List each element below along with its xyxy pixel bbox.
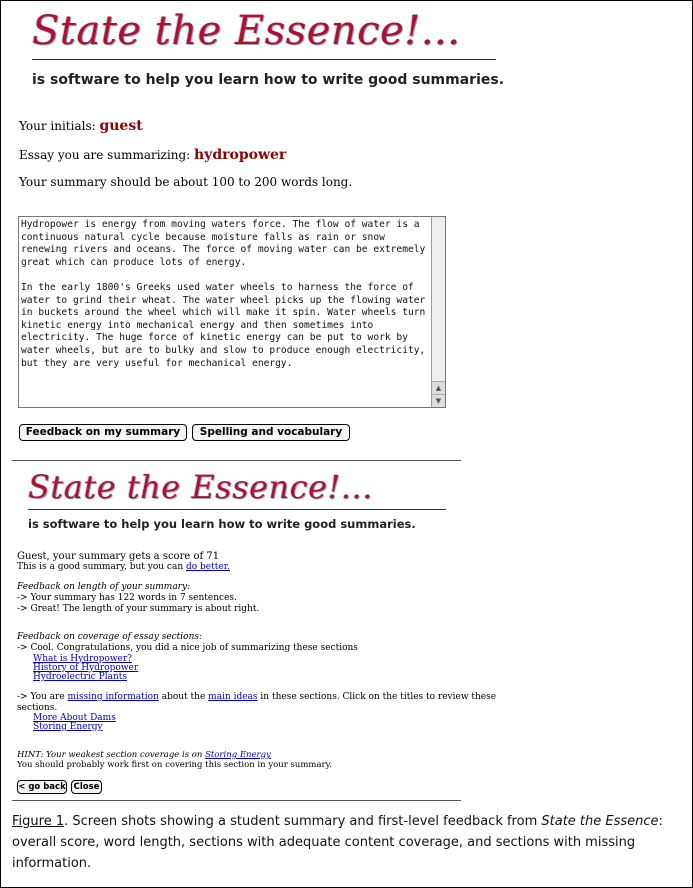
good-section-link[interactable]: What is Hydropower? [33, 654, 132, 664]
bottom-logo-subtitle: is software to help you learn how to write good summaries. [28, 517, 416, 531]
summary-text[interactable]: Hydropower is energy from moving waters force. The flow of water is a continuous natural cycle because moisture falls as rain or snow renewing rivers and oceans. The force of moving water can be extremely great which can produce lots of energy. In the early 1800's Greeks used water wheels to harness the force of water to grind their wheat. The water wheel picks up the flowing water in buckets around the wheel which will make it spin. Water wheels turn kinetic energy into mechanical energy and then sometimes into electricity. The huge force of kinetic energy can be put to work by water wheels, but are to bulky and slow to produce enough electricity, but they are very useful for mechanical energy. [21, 219, 426, 369]
top-logo-subtitle: is software to help you learn how to write good summaries. [32, 72, 505, 88]
main-ideas-link[interactable]: main ideas [208, 692, 258, 702]
missing-line-2: sections. [17, 703, 58, 713]
caption-text-2: : overall score, word length, sections with adequate content coverage, and sections with missing information. [12, 814, 663, 871]
length-heading: Feedback on length of your summary: [17, 582, 191, 592]
scroll-down-icon[interactable]: ▼ [432, 394, 445, 407]
scroll-up-icon[interactable]: ▲ [432, 381, 445, 394]
bottom-logo-title: State the Essence!... [28, 468, 373, 506]
missing-suffix: in these sections. Click on the titles to review these [260, 692, 497, 702]
length-hint: Your summary should be about 100 to 200 words long. [19, 175, 353, 189]
close-button[interactable]: Close [71, 780, 102, 794]
missing-mid: about the [161, 692, 206, 702]
summary-textarea[interactable] [18, 216, 446, 408]
essay-value: hydropower [194, 147, 287, 163]
initials-value: guest [99, 118, 143, 134]
initials-label: Your initials: [19, 119, 96, 133]
feedback-button[interactable]: Feedback on my summary [19, 424, 187, 441]
length-line-1: -> Your summary has 122 words in 7 sentences. [17, 593, 237, 603]
coverage-heading: Feedback on coverage of essay sections: [17, 632, 203, 642]
score-comment: This is a good summary, but you can [17, 562, 184, 572]
essay-label: Essay you are summarizing: [19, 148, 191, 162]
top-logo-title: State the Essence!... [32, 8, 461, 54]
missing-prefix: -> You are [17, 692, 65, 702]
divider-bottom [12, 800, 461, 801]
hint-prefix: HINT: Your weakest section coverage is on [17, 750, 203, 760]
score-comment-row [17, 562, 230, 573]
top-logo-rule [32, 59, 496, 60]
hint-line-2: You should probably work first on covering this section in your summary. [17, 760, 332, 770]
score-line: Guest, your summary gets a score of 71 [17, 551, 220, 562]
missing-line [17, 692, 496, 703]
missing-section-link[interactable]: More About Dams [33, 713, 116, 723]
figure-label: Figure 1 [12, 814, 65, 829]
good-section-link[interactable]: Hydroelectric Plants [33, 672, 128, 682]
caption-software-name: State the Essence [541, 814, 659, 829]
go-back-button[interactable]: < go back [18, 782, 66, 792]
initials-row [19, 118, 143, 134]
missing-section-link[interactable]: Storing Energy [33, 722, 103, 732]
caption-text-1: . Screen shots showing a student summary and first-level feedback from [64, 814, 542, 829]
coverage-good-line: -> Cool. Congratulations, you did a nice job of summarizing these sections [17, 643, 358, 653]
figure-caption [12, 811, 684, 874]
do-better-link[interactable]: do better. [186, 562, 230, 572]
hint-section-link[interactable]: Storing Energy [205, 750, 271, 760]
summary-scrollbar[interactable] [431, 217, 445, 407]
bottom-logo-rule [28, 509, 446, 510]
spelling-button[interactable]: Spelling and vocabulary [192, 424, 350, 441]
divider-top [12, 460, 461, 461]
essay-row [19, 147, 286, 163]
good-section-link[interactable]: History of Hydropower [33, 663, 139, 673]
missing-information-link[interactable]: missing information [67, 692, 159, 702]
length-line-2: -> Great! The length of your summary is about right. [17, 604, 260, 614]
